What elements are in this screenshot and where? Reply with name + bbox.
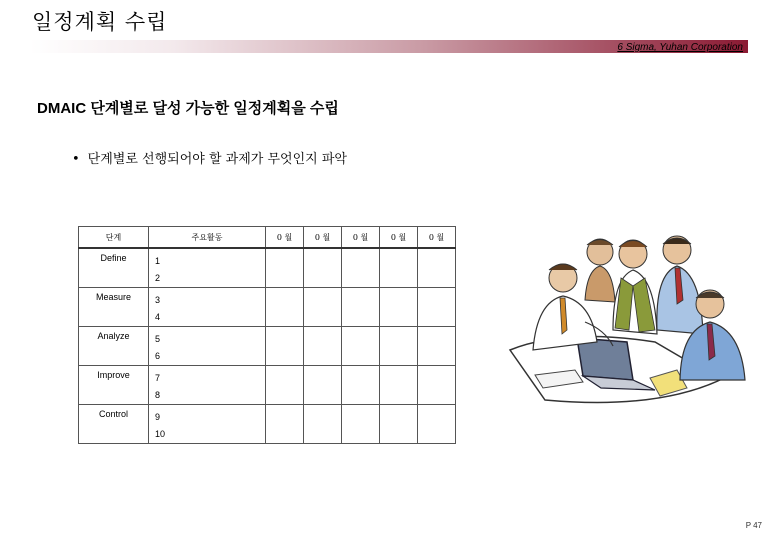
task-item: 6 — [155, 351, 161, 361]
month-cell — [266, 288, 304, 327]
month-cell — [304, 248, 342, 288]
task-cell — [149, 366, 266, 405]
section-subtitle: DMAIC 단계별로 달성 가능한 일정계획을 수립 — [37, 100, 339, 117]
task-item: 10 — [155, 429, 166, 439]
business-team-meeting-illustration-icon — [505, 230, 750, 419]
month-cell — [418, 405, 456, 444]
header-month-2: 0 월 — [304, 227, 342, 249]
month-cell — [266, 405, 304, 444]
month-cell — [418, 288, 456, 327]
month-cell — [342, 248, 380, 288]
header-month-1: 0 월 — [266, 227, 304, 249]
stage-cell: Control — [79, 405, 149, 444]
header-activities: 주요활동 — [149, 227, 266, 249]
task-item: 2 — [155, 273, 161, 283]
bullet-marker: • — [72, 152, 80, 167]
table-row — [79, 327, 456, 366]
month-cell — [266, 327, 304, 366]
month-cell — [418, 366, 456, 405]
month-cell — [304, 327, 342, 366]
task-item: 7 — [155, 373, 161, 383]
table-header-row — [79, 227, 456, 249]
header-month-4: 0 월 — [380, 227, 418, 249]
month-cell — [418, 327, 456, 366]
month-cell — [380, 288, 418, 327]
month-cell — [342, 327, 380, 366]
month-cell — [342, 366, 380, 405]
stage-cell: Measure — [79, 288, 149, 327]
month-cell — [266, 366, 304, 405]
bullet-item — [72, 148, 347, 167]
month-cell — [304, 366, 342, 405]
page-number: P 47 — [745, 521, 762, 530]
month-cell — [304, 288, 342, 327]
header-stage: 단계 — [79, 227, 149, 249]
month-cell — [418, 248, 456, 288]
task-item: 4 — [155, 312, 161, 322]
header-month-5: 0 월 — [418, 227, 456, 249]
table-row — [79, 248, 456, 288]
header-month-3: 0 월 — [342, 227, 380, 249]
stage-cell: Analyze — [79, 327, 149, 366]
page-title: 일정계획 수립 — [32, 10, 168, 34]
task-cell — [149, 405, 266, 444]
schedule-table — [78, 226, 456, 444]
month-cell — [342, 288, 380, 327]
task-item: 8 — [155, 390, 161, 400]
month-cell — [380, 405, 418, 444]
table-row — [79, 405, 456, 444]
stage-cell: Improve — [79, 366, 149, 405]
table-row — [79, 366, 456, 405]
month-cell — [304, 405, 342, 444]
task-item: 9 — [155, 412, 161, 422]
month-cell — [380, 327, 418, 366]
table-row — [79, 288, 456, 327]
bullet-text: 단계별로 선행되어야 할 과제가 무엇인지 파악 — [87, 152, 347, 167]
task-item: 5 — [155, 334, 161, 344]
stage-cell: Define — [79, 248, 149, 288]
task-item: 1 — [155, 256, 161, 266]
task-cell — [149, 288, 266, 327]
month-cell — [266, 248, 304, 288]
month-cell — [380, 366, 418, 405]
month-cell — [380, 248, 418, 288]
task-item: 3 — [155, 295, 161, 305]
month-cell — [342, 405, 380, 444]
task-cell — [149, 248, 266, 288]
task-cell — [149, 327, 266, 366]
corporation-label: 6 Sigma, Yuhan Corporation — [617, 42, 743, 53]
